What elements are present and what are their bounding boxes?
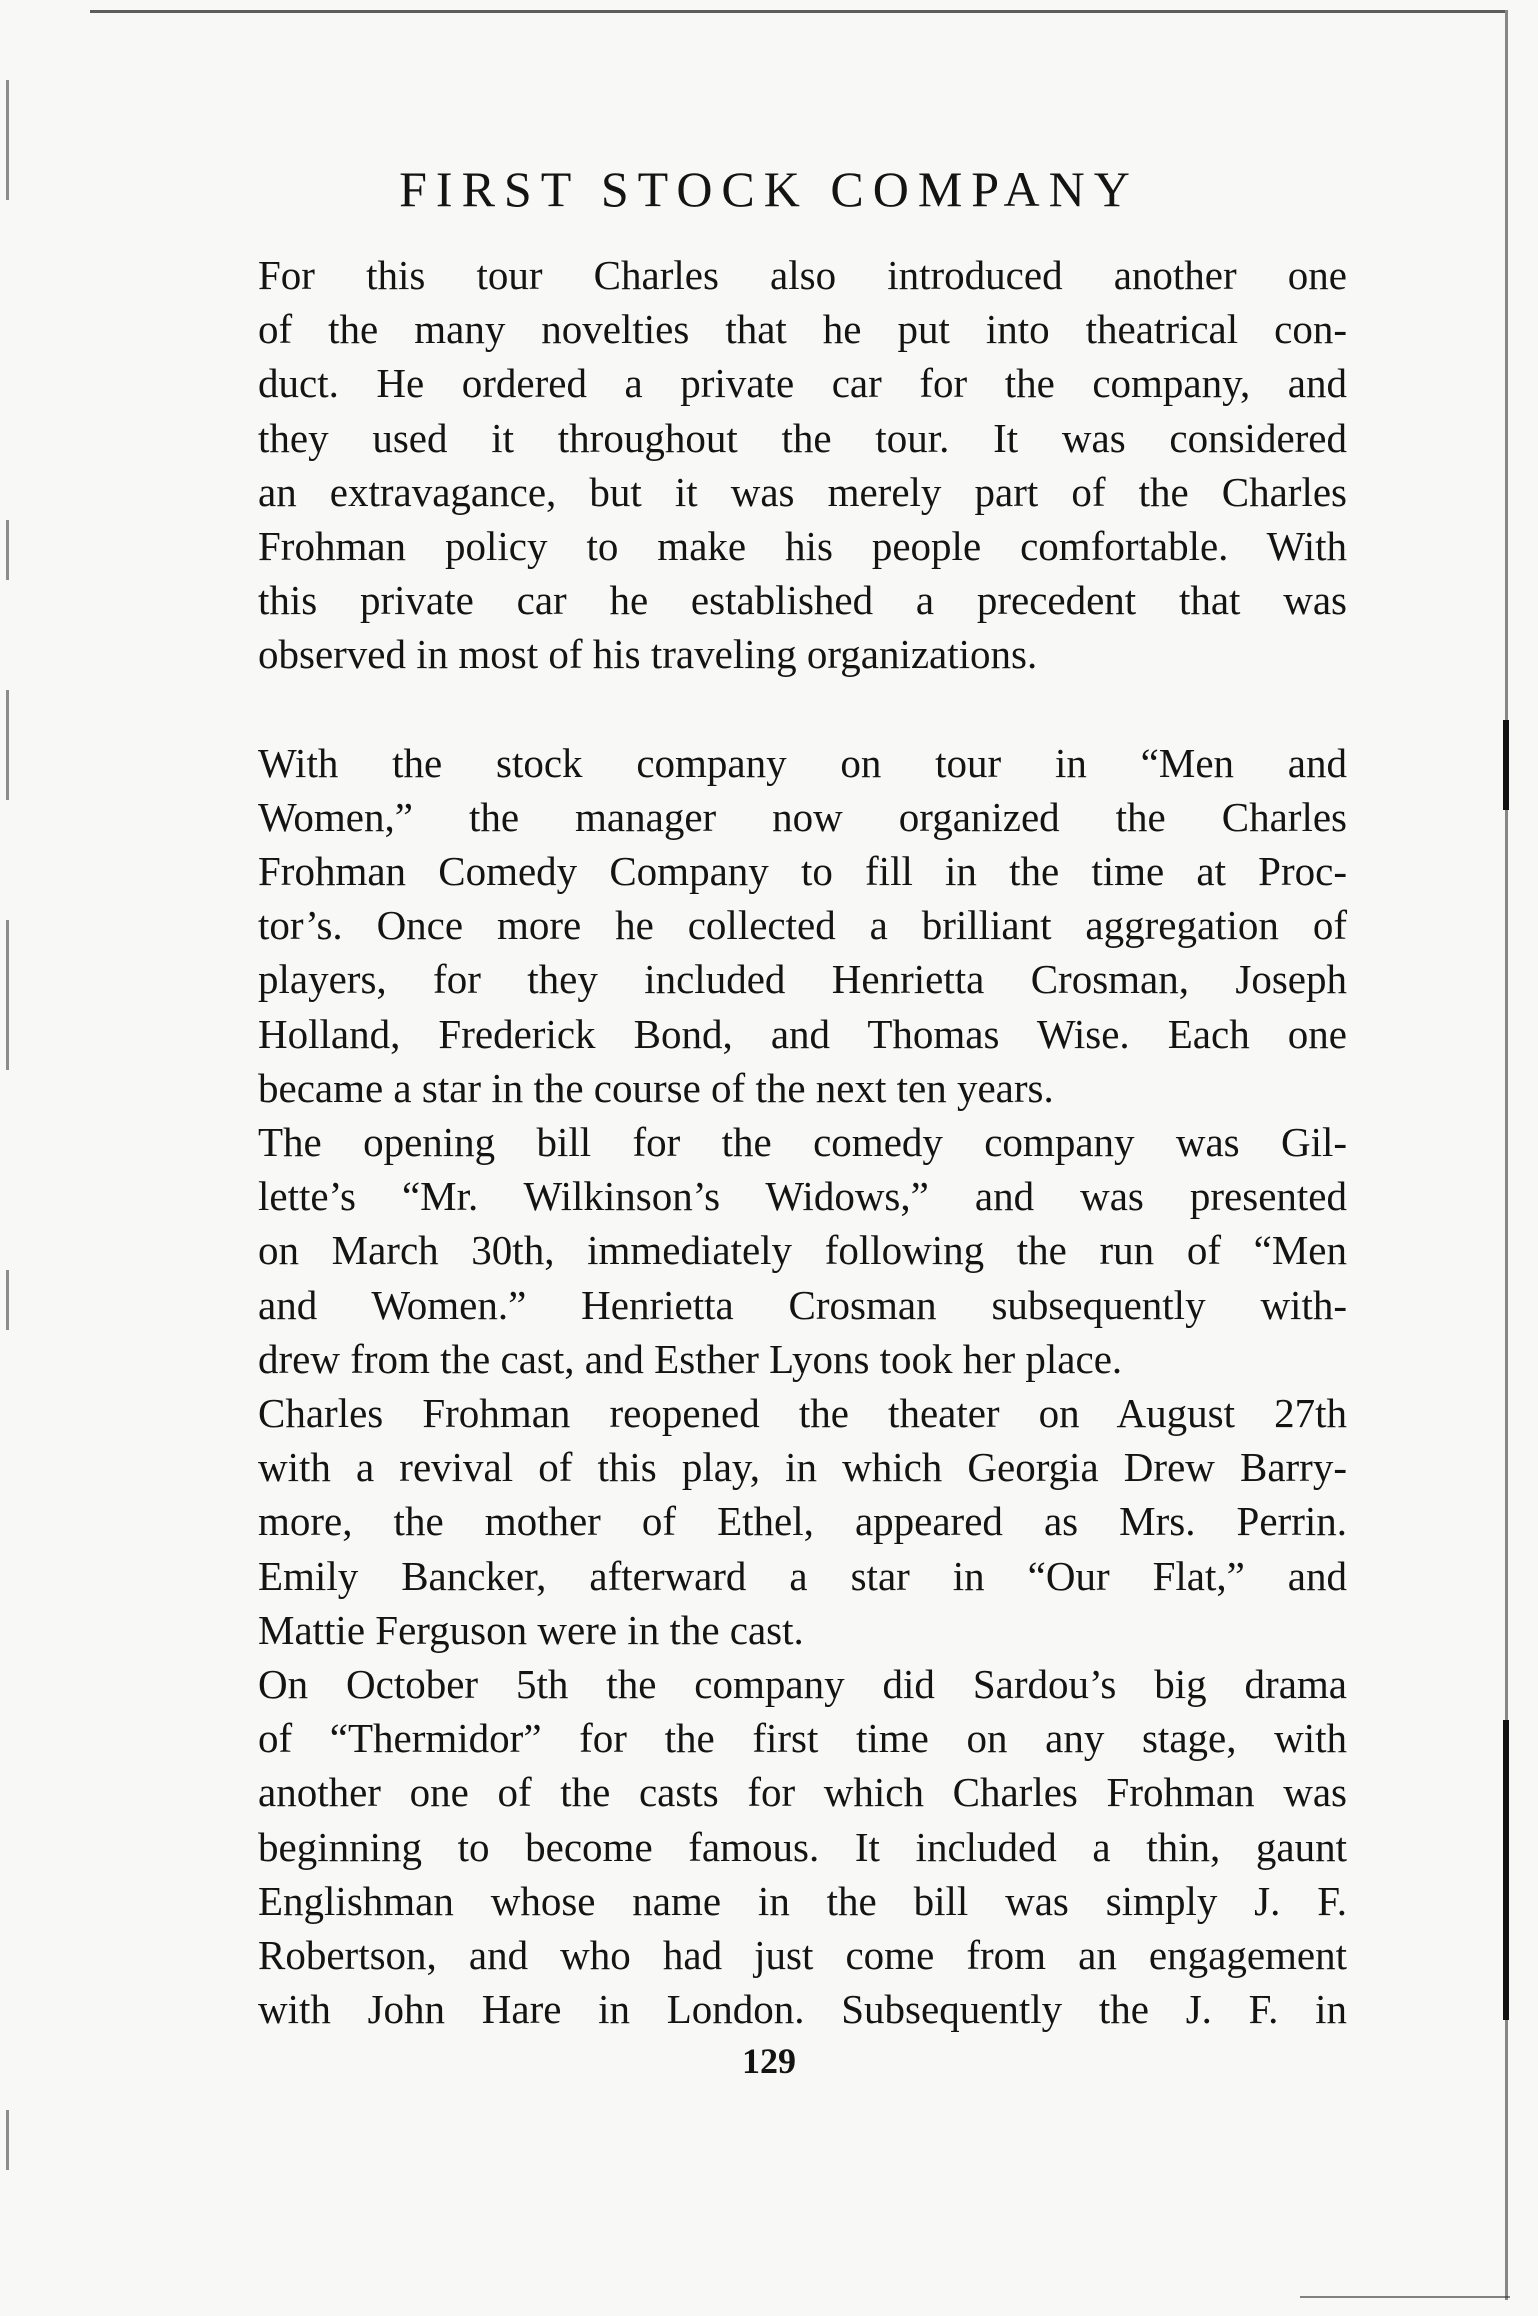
text-line: tor’s. Once more he collected a brilliant aggregation of [258, 902, 1347, 949]
text-line: an extravagance, but it was merely part of the Charles [258, 468, 1347, 515]
paragraph-4 [212, 1386, 1347, 1657]
paragraph-3 [212, 1115, 1347, 1386]
text-line: drew from the cast, and Esther Lyons took her place. [258, 1335, 1123, 1382]
scan-edge-right-shadow [1503, 720, 1509, 810]
text-line: Mattie Ferguson were in the cast. [258, 1606, 804, 1653]
text-line: with a revival of this play, in which Georgia Drew Barry- [258, 1444, 1347, 1491]
text-line: Frohman Comedy Company to fill in the time at Proc- [258, 848, 1347, 895]
text-line: lette’s “Mr. Wilkinson’s Widows,” and was presented [258, 1173, 1347, 1220]
text-line: For this tour Charles also introduced another one [258, 252, 1347, 298]
page-number: 129 [742, 2041, 796, 2081]
text-line: on March 30th, immediately following the run of “Men [258, 1227, 1347, 1274]
scan-edge-top [90, 10, 1505, 13]
scan-edge-bottom [1300, 2296, 1510, 2298]
body-text [212, 248, 1347, 2037]
scan-mark-left [6, 690, 9, 800]
text-line: of the many novelties that he put into theatrical con- [258, 306, 1347, 353]
text-line: Emily Bancker, afterward a star in “Our Flat,” and [258, 1552, 1347, 1599]
text-line: observed in most of his traveling organizations. [258, 631, 1038, 678]
text-line: with John Hare in London. Subsequently the J. F. in [258, 1986, 1347, 2033]
paragraph-1 [212, 248, 1347, 682]
scan-mark-left [6, 2110, 9, 2170]
text-line: duct. He ordered a private car for the company, and [258, 360, 1347, 407]
scan-mark-left [6, 920, 9, 1070]
text-line: they used it throughout the tour. It was considered [258, 414, 1347, 461]
text-line: Frohman policy to make his people comfortable. With [258, 523, 1347, 570]
text-line: Robertson, and who had just come from an engagement [258, 1932, 1347, 1979]
text-line: On October 5th the company did Sardou’s big drama [258, 1661, 1347, 1708]
text-line: players, for they included Henrietta Crosman, Joseph [258, 956, 1347, 1003]
paragraph-2 [212, 736, 1347, 1115]
paragraph-5 [212, 1657, 1347, 2036]
text-line: Holland, Frederick Bond, and Thomas Wise. Each one [258, 1010, 1347, 1057]
text-line: more, the mother of Ethel, appeared as Mrs. Perrin. [258, 1498, 1347, 1545]
text-line: With the stock company on tour in “Men and [258, 739, 1347, 786]
text-line: The opening bill for the comedy company was Gil- [258, 1119, 1347, 1166]
scan-mark-left [6, 1270, 9, 1330]
text-line: Women,” the manager now organized the Charles [258, 793, 1347, 840]
text-line: Englishman whose name in the bill was simply J. F. [258, 1877, 1347, 1924]
scan-edge-right-shadow [1503, 1720, 1509, 2020]
text-line: and Women.” Henrietta Crosman subsequently with- [258, 1281, 1347, 1328]
text-line: beginning to become famous. It included a thin, gaunt [258, 1823, 1347, 1870]
text-line: this private car he established a precedent that was [258, 577, 1347, 624]
text-line: became a star in the course of the next ten years. [258, 1064, 1054, 1111]
section-break [212, 682, 1347, 736]
scan-mark-left [6, 520, 9, 580]
text-line: Charles Frohman reopened the theater on August 27th [258, 1390, 1347, 1437]
text-line: another one of the casts for which Charles Frohman was [258, 1769, 1347, 1816]
text-line: of “Thermidor” for the first time on any stage, with [258, 1715, 1347, 1762]
running-title: FIRST STOCK COMPANY [399, 161, 1139, 217]
